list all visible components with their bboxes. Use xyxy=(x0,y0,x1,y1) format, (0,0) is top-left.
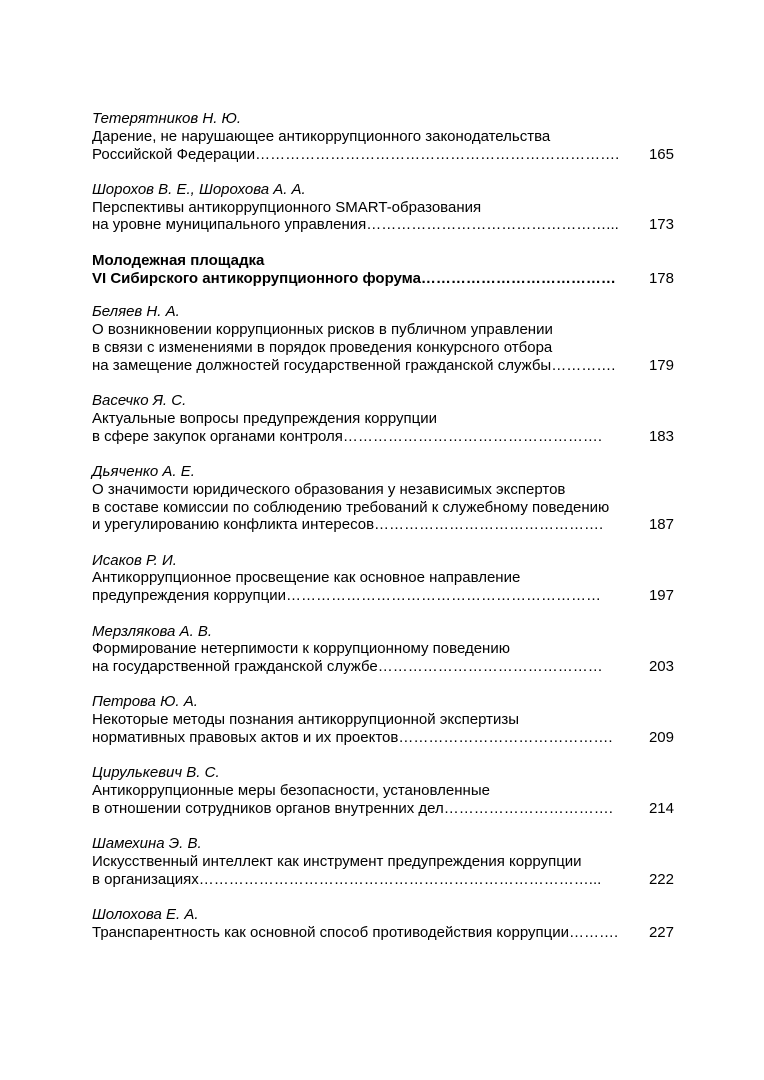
toc-entry-title-text: в организациях……………………………………………………………………... xyxy=(92,870,602,888)
toc-entry xyxy=(92,623,674,676)
toc-entry-title-text: в составе комиссии по соблюдению требований к служебному поведению xyxy=(92,498,610,516)
toc-entry xyxy=(92,693,674,746)
toc-entry xyxy=(92,906,674,942)
toc-entry-author: Васечко Я. С. xyxy=(92,392,187,410)
toc-entry-author: Шолохова Е. А. xyxy=(92,906,199,924)
toc-entry-title-text: предупреждения коррупции……………………………………………………… xyxy=(92,587,602,605)
toc-entry-title-text: в сфере закупок органами контроля……………………………………………. xyxy=(92,427,603,445)
toc-entry-title-text: Актуальные вопросы предупреждения коррупции xyxy=(92,409,437,427)
toc-entry-title-line xyxy=(92,128,674,146)
toc-entry-author: Петрова Ю. А. xyxy=(92,693,198,711)
toc-entry-title-line xyxy=(92,658,674,676)
toc-entry-title-text: и урегулированию конфликта интересов………………………………………. xyxy=(92,516,604,534)
toc-entry-page-number: 179 xyxy=(648,356,674,374)
toc-entry-title-line xyxy=(92,499,674,517)
toc-entry-page-number: 183 xyxy=(648,427,674,445)
toc-entry-title-line xyxy=(92,800,674,818)
toc-entry-title-text: VI Сибирского антикоррупционного форума………………………………… xyxy=(92,269,616,287)
toc-entry xyxy=(92,181,674,234)
toc-entry-page-number: 227 xyxy=(648,923,674,941)
toc-entry-page-number: 165 xyxy=(648,145,674,163)
toc-entry-title-text: О возникновении коррупционных рисков в публичном управлении xyxy=(92,321,553,339)
toc-entry-title-text: Дарение, не нарушающее антикоррупционного законодательства xyxy=(92,127,551,145)
toc-entry-title-line xyxy=(92,270,674,288)
toc-entry-title-text: на замещение должностей государственной гражданской службы…………. xyxy=(92,356,616,374)
toc-entry-title-text: Перспективы антикоррупционного SMART-образования xyxy=(92,198,482,216)
toc-entry-author: Мерзлякова А. В. xyxy=(92,622,213,640)
toc-entry-title-text: Искусственный интеллект как инструмент предупреждения коррупции xyxy=(92,853,582,870)
toc-entry-title-line xyxy=(92,146,674,164)
toc-entry xyxy=(92,764,674,817)
toc-entry xyxy=(92,552,674,605)
toc-entry-page-number: 178 xyxy=(648,269,674,287)
toc-entry-author: Цирулькевич В. С. xyxy=(92,764,220,782)
toc-entry-title-text: нормативных правовых актов и их проектов……………………………………. xyxy=(92,729,613,747)
toc-entry-title-text: Некоторые методы познания антикоррупционной экспертизы xyxy=(92,711,520,729)
toc-entry-author: Дьяченко А. Е. xyxy=(92,462,195,480)
toc-entry xyxy=(92,303,674,374)
toc-entry-title-line xyxy=(92,782,674,800)
toc-entry-title-line xyxy=(92,924,674,942)
toc-entry-page-number: 187 xyxy=(648,516,674,534)
toc-entry xyxy=(92,463,674,534)
toc-entry xyxy=(92,835,674,888)
toc-entry-title-text: Молодежная площадка xyxy=(92,251,265,269)
toc-entry-title-line xyxy=(92,516,674,534)
toc-entry-author: Шамехина Э. В. xyxy=(92,835,202,853)
toc-entry xyxy=(92,392,674,445)
toc-entry-title-text: Формирование нетерпимости к коррупционному поведению xyxy=(92,640,510,658)
toc-entry-page-number: 209 xyxy=(648,729,674,747)
toc-entry-author: Шорохов В. Е., Шорохова А. А. xyxy=(92,180,306,198)
table-of-contents xyxy=(92,110,674,959)
toc-entry-title-text: на уровне муниципального управления…………………………………………... xyxy=(92,216,619,234)
toc-entry-title-line xyxy=(92,410,674,428)
toc-entry-title-line xyxy=(92,252,674,270)
toc-entry-page-number: 214 xyxy=(648,799,674,817)
toc-entry-title-line xyxy=(92,569,674,587)
toc-section-entry xyxy=(92,252,674,288)
toc-entry-title-line xyxy=(92,357,674,375)
toc-entry-title-text: Антикоррупционное просвещение как основное направление xyxy=(92,569,521,587)
toc-entry-title-line xyxy=(92,729,674,747)
toc-entry-title-text: на государственной гражданской службе……………………………………… xyxy=(92,658,603,676)
toc-entry-title-line xyxy=(92,339,674,357)
toc-entry-title-text: в отношении сотрудников органов внутренних дел……………………………. xyxy=(92,799,613,817)
toc-entry-title-text: в связи с изменениями в порядок проведения конкурсного отбора xyxy=(92,338,553,356)
toc-entry-page-number: 203 xyxy=(648,658,674,676)
toc-entry-author: Беляев Н. А. xyxy=(92,303,180,321)
toc-entry-page-number: 197 xyxy=(648,587,674,605)
toc-entry-title-line xyxy=(92,321,674,339)
toc-entry-title-text: Антикоррупционные меры безопасности, установленные xyxy=(92,782,490,800)
toc-entry-title-line xyxy=(92,481,674,499)
toc-entry-title-text: Российской Федерации………………………………………………………………. xyxy=(92,145,620,163)
toc-entry-title-line xyxy=(92,711,674,729)
toc-entry-title-line xyxy=(92,871,674,889)
toc-entry-page-number: 222 xyxy=(648,870,674,888)
toc-entry xyxy=(92,110,674,163)
toc-entry-title-line xyxy=(92,853,674,871)
toc-entry-title-line xyxy=(92,199,674,217)
toc-entry-author: Тетерятников Н. Ю. xyxy=(92,110,242,127)
toc-entry-title-line xyxy=(92,587,674,605)
toc-entry-title-text: Транспарентность как основной способ противодействия коррупции………. xyxy=(92,923,619,941)
toc-entry-page-number: 173 xyxy=(648,216,674,234)
toc-entry-title-text: О значимости юридического образования у независимых экспертов xyxy=(92,480,566,498)
toc-entry-title-line xyxy=(92,428,674,446)
toc-entry-title-line xyxy=(92,640,674,658)
toc-entry-author: Исаков Р. И. xyxy=(92,551,177,569)
toc-entry-title-line xyxy=(92,216,674,234)
